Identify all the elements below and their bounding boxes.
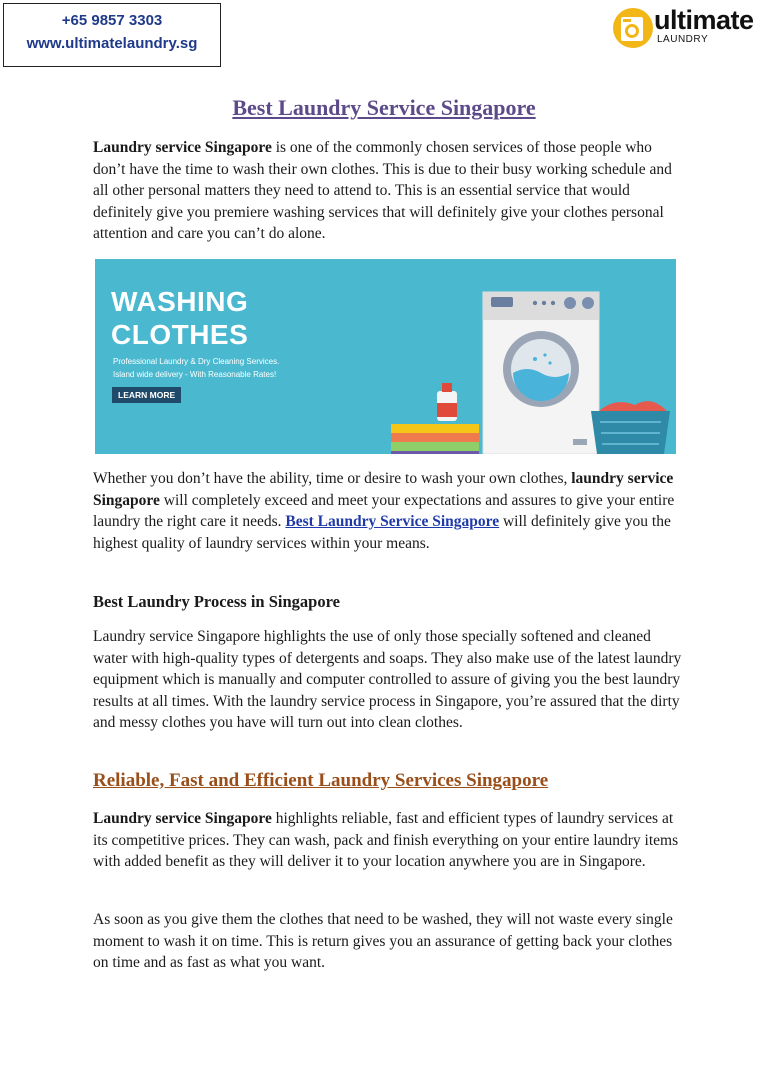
process-paragraph: Laundry service Singapore highlights the use of only those specially softened and cleaned water with high-quality types of detergents and soaps. They also make use of the latest laundry equipment which is manually and computer controlled to assure of giving you the best laundry results at all times. With the laundry service process in Singapore, you’re assured that the dirty and messy clothes you have will turn out into clean clothes. — [93, 628, 682, 732]
page-title: Best Laundry Service Singapore — [232, 95, 536, 120]
reliable-text: highlights reliable, fast and efficient types of laundry services at its competitive prices. They can wash, pack and finish everything on your entire laundry items with added benefit as they will deliver it to your location anywhere you are in Singapore. — [93, 810, 679, 871]
ultimate-laundry-logo — [612, 5, 762, 49]
banner-line-1: WASHING — [111, 286, 249, 317]
phone-number: +65 9857 3303 — [61, 12, 163, 29]
section-heading-process: Best Laundry Process in Singapore — [93, 592, 340, 611]
banner-tagline-1: Professional Laundry & Dry Cleaning Services. — [113, 357, 280, 366]
intro-bold: Laundry service Singapore — [93, 139, 272, 156]
reliable-paragraph — [93, 808, 683, 873]
logo-wordmark: ultimate — [654, 5, 754, 35]
para2-bold: laundry service Singapore — [93, 470, 674, 509]
washing-clothes-banner[interactable] — [95, 259, 676, 454]
banner-tagline-2: Island wide delivery - With Reasonable Rates! — [113, 370, 277, 379]
best-laundry-service-link[interactable]: Best Laundry Service Singapore — [285, 513, 500, 531]
para2-mid: will completely exceed and meet your expectations and assures to give your entire laundry the right care it needs. — [93, 491, 675, 531]
logo-subtitle: LAUNDRY — [657, 34, 709, 45]
learn-more-button[interactable]: LEARN MORE — [112, 387, 181, 403]
closing-paragraph: As soon as you give them the clothes that need to be washed, they will not waste every single moment to wash it on time. This is return gives you an assurance of getting back your clothes on time and as fast as what you want. — [93, 911, 673, 972]
banner-tagline — [113, 355, 279, 381]
banner-headline — [111, 285, 248, 351]
paragraph-2 — [93, 468, 683, 554]
para2-end: will definitely give you the highest quality of laundry services within your means. — [93, 513, 671, 552]
banner-line-2: CLOTHES — [111, 319, 249, 350]
washing-machine-logo-icon — [612, 7, 656, 51]
reliable-bold: Laundry service Singapore — [93, 810, 272, 827]
contact-box — [3, 3, 221, 67]
website-link[interactable]: www.ultimatelaundry.sg — [26, 35, 198, 52]
intro-paragraph — [93, 137, 683, 245]
intro-text: is one of the commonly chosen services of those people who don’t have the time to wash their own clothes. This is due to their busy working schedule and all other personal matters they need to attend to. This is an essential service that would definitely give you premiere washing services that will definitely give your clothes personal attention and care you can’t do alone. — [93, 139, 672, 243]
section-heading-reliable[interactable]: Reliable, Fast and Efficient Laundry Services Singapore — [93, 770, 549, 791]
para2-start: Whether you don’t have the ability, time or desire to wash your own clothes, — [93, 470, 572, 487]
